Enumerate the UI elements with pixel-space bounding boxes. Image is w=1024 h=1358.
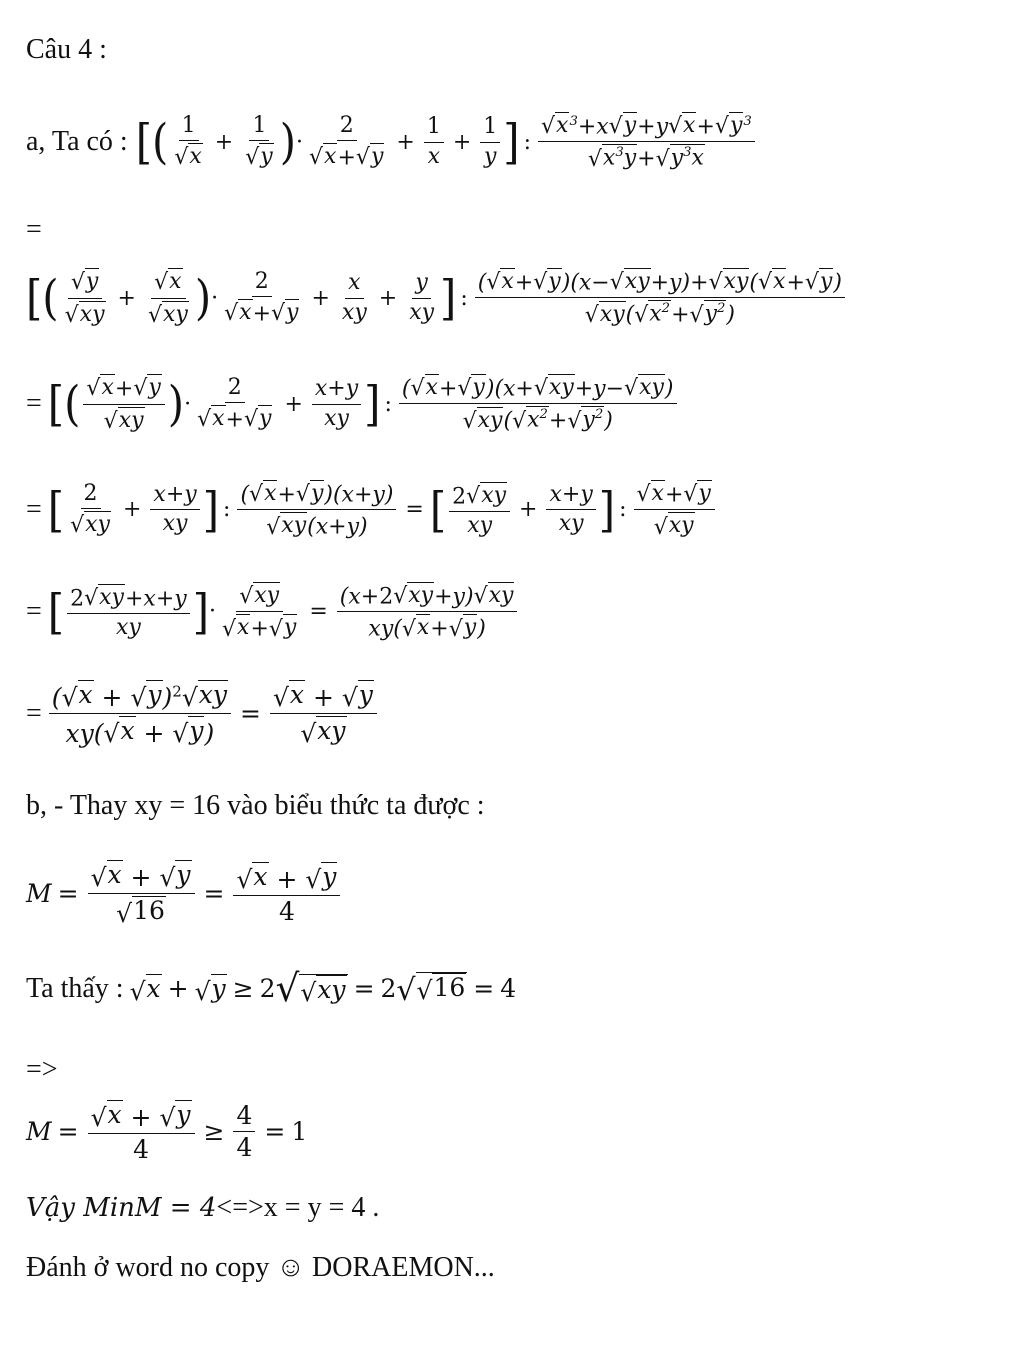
question-title: Câu 4 : xyxy=(26,34,107,65)
expression-inequality: √ x + √ y ≥ 2 √ √ xy = 2 √ √ 16 = 4 xyxy=(129,966,517,1010)
implies-sign: => xyxy=(26,1054,58,1085)
step-4: = [ 2 √ xy + $\frac{x+y}{xy}$ ] : ( √ x + √ y )(x+y) √ xy (x+y) = [ 2 √ xy xy + $\frac{x+y}{xy}$ ] : √ x + √ y √ xy xyxy=(26,480,718,540)
expression-step-4: [ 2 √ xy + $\frac{x+y}{xy}$ ] : ( √ x + √ y )(x+y) √ xy (x+y) = [ 2 √ xy xy + $\frac{x+y}{xy}$ ] : √ x + √ y √ xy xyxy=(48,480,718,540)
part-b-intro: b, - Thay xy = 16 vào biểu thức ta được : xyxy=(26,790,485,821)
expression-step-2: [( √ y √ xy + √ x √ xy ) · 2 √ x + √ y + $\frac{x}{xy}$ + $\frac{y}{xy}$ ] : ( √ x + √ y )(x− √ xy +y)+ √ xy ( √ x + √ y ) √ xy ( √ $x^2$ + √ $y^2$ ) xyxy=(26,268,848,328)
expression-step-6: ( √ x + √ y )$^2$ √ xy xy( √ x + √ y ) = √ x + √ y √ xy xyxy=(46,680,380,748)
expression-step-3: [( √ x + √ y √ xy ) · 2 √ x + √ y + $\frac{x+y}{xy}$ ] : ( √ x + √ y )(x+ √ xy +y− √ xy ) √ xy ( √ $x^2$ + √ $y^2$ ) xyxy=(48,374,680,434)
step-5: = [ 2 √ xy +x+y xy ] · √ xy √ x + √ y = (x+2 √ xy +y) √ xy xy( √ x + √ y ) xyxy=(26,582,520,642)
step-2 xyxy=(26,268,848,328)
conclusion-line xyxy=(26,1192,379,1224)
inequality-line: Ta thấy : √ x + √ y ≥ 2 √ √ xy = 2 √ √ 16 = 4 xyxy=(26,966,517,1010)
conclusion-math: Vậy MinM = 4 xyxy=(26,1193,217,1223)
expression-m-bound: M = √ x + √ y 4 ≥ $\frac{4}{4}$ = 1 xyxy=(26,1100,308,1165)
part-a-line-1 xyxy=(26,112,758,172)
part-a-intro: a, Ta có : xyxy=(26,126,128,158)
m-substitution xyxy=(26,860,343,928)
step-3: = [( √ x + √ y √ xy ) · 2 √ x + √ y + $\frac{x+y}{xy}$ ] : ( √ x + √ y )(x+ √ xy +y− √ xy ) √ xy ( √ $x^2$ + √ $y^2$ ) xyxy=(26,374,680,434)
equals-sign: = xyxy=(26,214,42,245)
expression-original: [( 1 √ x + 1 √ y ) · 2 √ x + √ y + $\frac{1}{x}$ + $\frac{1}{y}$ ] : √ x $^3$+x √ y +y √ x + √ y $^3$ √ $x^3y$ + √ $y^3x$ xyxy=(136,112,758,172)
expression-m: M = √ x + √ y √ 16 = √ x + √ y 4 xyxy=(26,860,343,928)
expression-step-5: [ 2 √ xy +x+y xy ] · √ xy √ x + √ y = (x+2 √ xy +y) √ xy xy( √ x + √ y ) xyxy=(48,582,521,642)
footer-note: Đánh ở word no copy ☺ DORAEMON... xyxy=(26,1252,495,1283)
conclusion-text: <=>x = y = 4 . xyxy=(216,1192,380,1223)
step-6: = ( √ x + √ y )$^2$ √ xy xy( √ x + √ y ) = √ x + √ y √ xy xyxy=(26,680,380,748)
m-bound xyxy=(26,1100,307,1164)
